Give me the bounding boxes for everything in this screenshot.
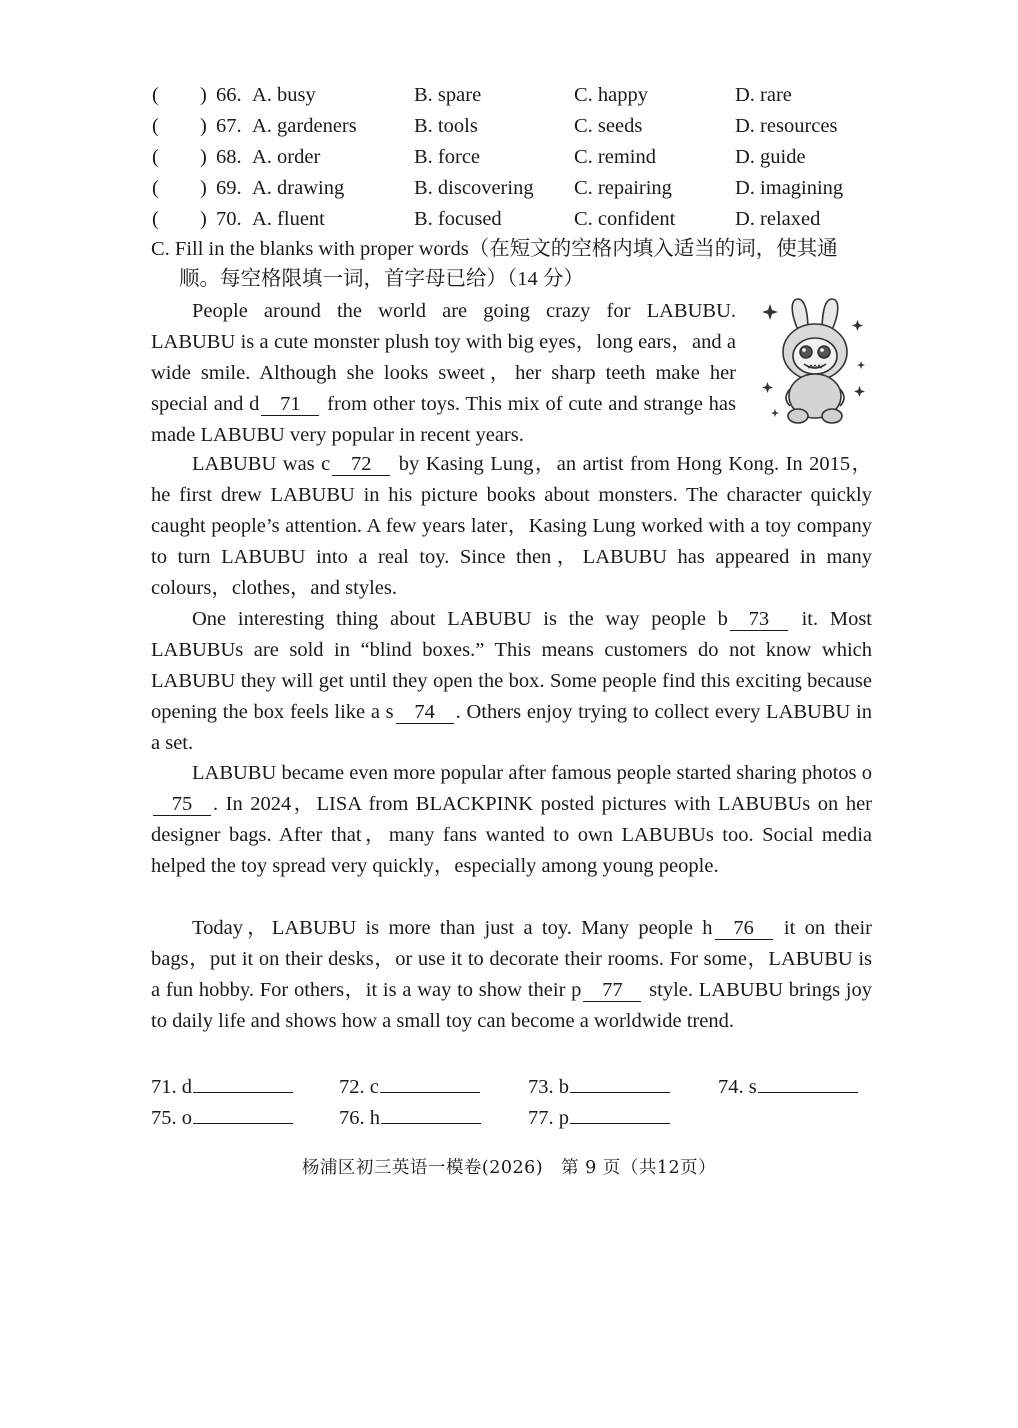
option-b: B. focused (414, 208, 502, 230)
answer-bracket-open[interactable]: ( (152, 115, 159, 137)
answer-72[interactable]: 72. c (339, 1070, 480, 1103)
passage-paragraph-1 (151, 296, 736, 451)
answer-row-2 (151, 1101, 873, 1132)
paragraph-text: . Others enjoy trying to collect every LABUBU in a set. (151, 701, 873, 754)
question-number: 67. (216, 115, 242, 137)
answer-71[interactable]: 71. d (151, 1070, 293, 1103)
option-a: A. order (252, 146, 321, 168)
question-row-70 (152, 204, 872, 235)
option-b: B. discovering (414, 177, 534, 199)
paragraph-text: LABUBU became even more popular after famous people started sharing photos o (192, 762, 872, 784)
question-row-69 (152, 173, 872, 204)
page-footer: 杨浦区初三英语一模卷(2026) 第 9 页（共12页） (301, 1158, 717, 1178)
passage-paragraph-3 (151, 604, 872, 759)
answer-bracket-open[interactable]: ( (152, 177, 159, 199)
paragraph-text: style. LABUBU brings joy to daily life and shows how a small toy can become a worldwide trend. (151, 979, 872, 1032)
option-b: B. spare (414, 84, 482, 106)
answer-bracket-open[interactable]: ( (152, 208, 159, 230)
blank-75: 75 (153, 793, 211, 816)
question-row-67 (152, 111, 872, 142)
paragraph-text: it. Most LABUBUs are sold in “blind boxes.” This means customers do not know which LABUBU they will get until they open the box. Some people find this exciting because opening the box feels like a s (151, 608, 872, 723)
answer-bracket-close: ) (200, 115, 207, 137)
passage-paragraph-4 (151, 758, 872, 882)
answer-77[interactable]: 77. p (528, 1101, 670, 1134)
option-c: C. seeds (574, 115, 643, 137)
answer-75[interactable]: 75. o (151, 1101, 293, 1134)
option-c: C. repairing (574, 177, 672, 199)
blank-76: 76 (715, 917, 773, 940)
paragraph-text: it on their bags，put it on their desks，or use it to decorate their rooms. For some，LABUBU is a fun hobby. For others，it is a way to show their p (151, 917, 872, 1001)
option-b: B. force (414, 146, 481, 168)
passage-paragraph-5 (151, 913, 872, 1037)
paragraph-text: People around the world are going crazy for LABUBU. LABUBU is a cute monster plush toy with big eyes，long ears，and a wide smile. Although she looks sweet，her sharp teeth make her special and d (151, 300, 736, 415)
paragraph-text: LABUBU was c (192, 453, 331, 475)
option-d: D. relaxed (735, 208, 821, 230)
passage-paragraph-2 (151, 449, 872, 604)
blank-73: 73 (730, 608, 788, 631)
paragraph-text: by Kasing Lung，an artist from Hong Kong. In 2015，he first drew LABUBU in his picture books about monsters. The character quickly caught people’s attention. A few years later，Kasing Lung worked with a toy company to turn LABUBU into a real toy. Since then，LABUBU has appeared in many colours，clothes，and styles. (151, 453, 872, 599)
option-d: D. rare (735, 84, 792, 106)
option-d: D. imagining (735, 177, 844, 199)
option-a: A. gardeners (252, 115, 357, 137)
multiple-choice-table (152, 80, 872, 235)
option-a: A. busy (252, 84, 316, 106)
answer-row-1 (151, 1070, 873, 1101)
option-b: B. tools (414, 115, 478, 137)
section-c-instruction-line2: 顺。每空格限填一词，首字母已给）（14 分） (179, 268, 584, 290)
answer-bracket-close: ) (200, 208, 207, 230)
paragraph-text: from other toys. This mix of cute and strange has made LABUBU very popular in recent years. (151, 393, 736, 446)
section-c-heading (151, 234, 873, 294)
option-d: D. resources (735, 115, 838, 137)
option-d: D. guide (735, 146, 806, 168)
blank-71: 71 (261, 393, 319, 416)
blank-74: 74 (396, 701, 454, 724)
paragraph-text: One interesting thing about LABUBU is the way people b (192, 608, 728, 630)
option-c: C. remind (574, 146, 656, 168)
question-number: 66. (216, 84, 242, 106)
answer-lines (151, 1070, 873, 1132)
blank-72: 72 (332, 453, 390, 476)
blank-77: 77 (583, 979, 641, 1002)
question-number: 69. (216, 177, 242, 199)
answer-73[interactable]: 73. b (528, 1070, 670, 1103)
question-number: 68. (216, 146, 242, 168)
option-a: A. drawing (252, 177, 345, 199)
answer-bracket-close: ) (200, 177, 207, 199)
paragraph-text: . In 2024，LISA from BLACKPINK posted pictures with LABUBUs on her designer bags. After that，many fans wanted to own LABUBUs too. Social media helped the toy spread very quickly，especially among young people. (151, 793, 872, 877)
option-c: C. confident (574, 208, 676, 230)
answer-bracket-open[interactable]: ( (152, 84, 159, 106)
question-row-68 (152, 142, 872, 173)
answer-bracket-close: ) (200, 146, 207, 168)
section-c-instruction-line1: C. Fill in the blanks with proper words（在短文的空格内填入适当的词，使其通 (151, 238, 838, 260)
answer-74[interactable]: 74. s (718, 1070, 858, 1103)
question-row-66 (152, 80, 872, 111)
paragraph-text: Today，LABUBU is more than just a toy. Many people h (192, 917, 713, 939)
answer-bracket-open[interactable]: ( (152, 146, 159, 168)
answer-bracket-close: ) (200, 84, 207, 106)
option-a: A. fluent (252, 208, 325, 230)
question-number: 70. (216, 208, 242, 230)
labubu-toy-illustration (760, 294, 870, 429)
answer-76[interactable]: 76. h (339, 1101, 481, 1134)
option-c: C. happy (574, 84, 649, 106)
